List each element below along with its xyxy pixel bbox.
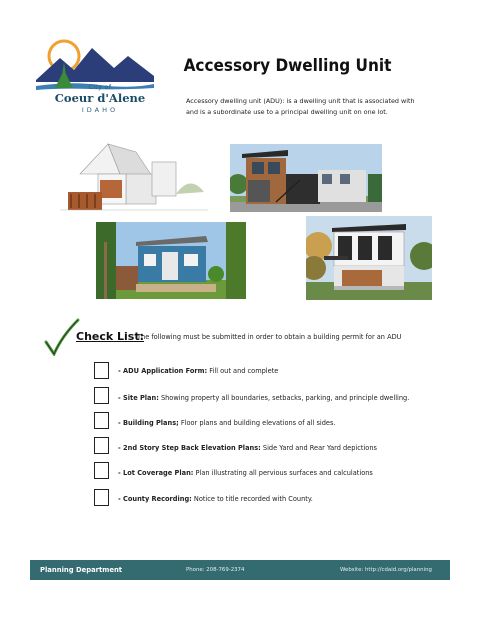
footer-phone: Phone: 208-769-2374 (186, 567, 245, 573)
checklist-item-label: - ADU Application Form: (118, 367, 208, 375)
checklist-subheading: The following must be submitted in order to obtain a building permit for an ADU (137, 333, 402, 341)
logo-city-name: Coeur d'Alene (54, 91, 146, 105)
footer-department: Planning Department (40, 566, 123, 574)
checklist-item-desc: Plan illustrating all pervious surfaces and calculations (193, 469, 373, 477)
adu-photo-blue-cottage (96, 222, 246, 299)
checklist-item-label: - Building Plans; (118, 419, 179, 427)
checklist-item (118, 394, 409, 402)
checklist-item-desc: Notice to title recorded with County. (191, 495, 313, 503)
checklist-item (118, 495, 313, 503)
adu-photo-garage-stairs (230, 144, 382, 212)
checklist-item-label: - Lot Coverage Plan: (118, 469, 194, 477)
adu-photo-white-two-story (306, 216, 432, 300)
checklist-item (118, 469, 373, 477)
adu-photo-modern-white (60, 134, 208, 216)
checklist-item-desc: Fill out and complete (207, 367, 279, 375)
checklist-item-desc: Side Yard and Rear Yard depictions (260, 444, 377, 452)
checkbox-building-plans[interactable] (94, 412, 109, 429)
checklist-item (118, 419, 335, 427)
checklist-item-label: - Site Plan: (118, 394, 159, 402)
checklist-item (118, 367, 278, 375)
checkbox-lot-coverage[interactable] (94, 462, 109, 479)
footer-website-link[interactable]: Website: http://cdaid.org/planning (340, 567, 432, 573)
checklist-item-label: - 2nd Story Step Back Elevation Plans: (118, 444, 261, 452)
checkmark-icon (42, 318, 80, 356)
checklist-item-label: - County Recording: (118, 495, 192, 503)
checkbox-step-back-plans[interactable] (94, 437, 109, 454)
checklist-item (118, 444, 377, 452)
checkbox-county-recording[interactable] (94, 489, 109, 506)
checklist-item-desc: Showing property all boundaries, setbacks, parking, and principle dwelling. (158, 394, 410, 402)
checklist-heading: Check List: (76, 330, 145, 343)
intro-paragraph: Accessory dwelling unit (ADU): is a dwelling unit that is associated with and is a subordinate use to a principal dwelling unit on one lot. (186, 97, 415, 116)
checklist-item-desc: Floor plans and building elevations of all sides. (178, 419, 336, 427)
logo-state-text: IDAHO (81, 106, 119, 114)
checkbox-site-plan[interactable] (94, 387, 109, 404)
checkbox-adu-application[interactable] (94, 362, 109, 379)
logo-city-text: City of (88, 84, 112, 91)
page-title: Accessory Dwelling Unit (183, 56, 392, 76)
